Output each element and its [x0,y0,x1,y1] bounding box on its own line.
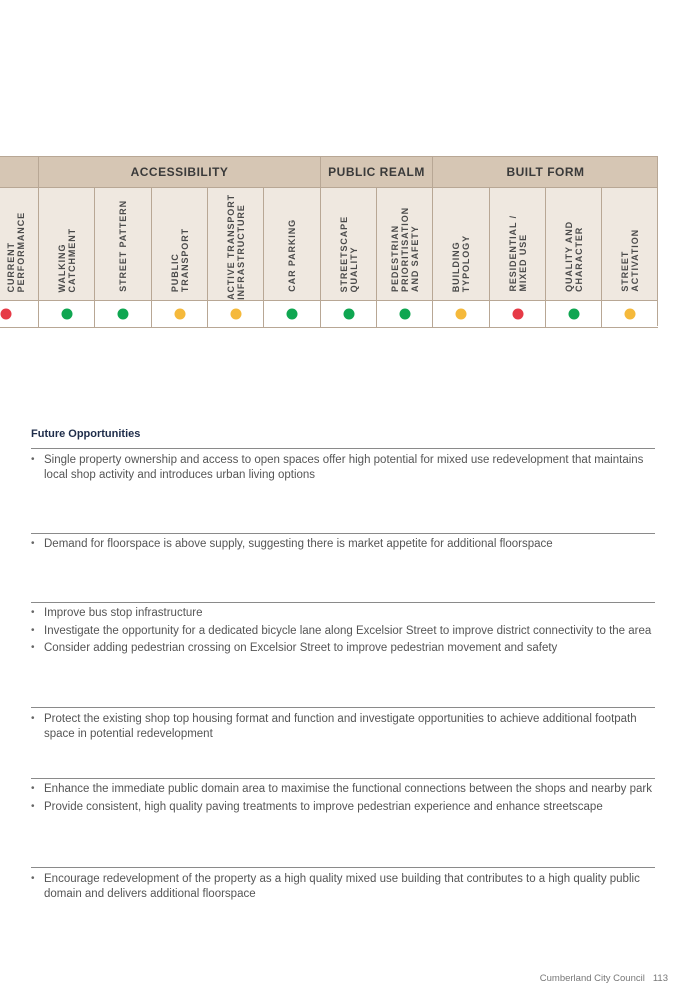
divider [31,602,655,603]
rating-cell [432,301,489,327]
group-header-performance [0,157,38,187]
opportunity-text: Encourage redevelopment of the property as a high quality mixed use building that contributes to a high quality public domain and delivers additional floorspace [44,873,640,900]
opportunity-group-2 [31,537,655,555]
group-header-built-form: BUILT FORM [432,157,658,187]
rating-cell [38,301,94,327]
divider [31,867,655,868]
bullet-icon: • [31,538,35,549]
status-dot [118,309,129,320]
opportunity-group-1 [31,453,655,485]
page-footer [540,973,668,984]
rating-cell [263,301,320,327]
group-header-row [0,156,658,188]
opportunity-group-3 [31,606,655,659]
bullet-icon: • [31,783,35,794]
criteria-building-typology [432,188,489,300]
opportunity-item [31,712,655,741]
status-dot [456,309,467,320]
opportunity-item [31,453,655,482]
divider [31,448,655,449]
group-header-public-realm: PUBLIC REALM [320,157,432,187]
status-dot [1,309,12,320]
status-dot [174,309,185,320]
future-opportunities-title: Future Opportunities [31,428,141,440]
status-dot [568,309,579,320]
criteria-pedestrian-prioritisation [376,188,432,300]
opportunity-group-6 [31,872,655,904]
criteria-car-parking [263,188,320,300]
page-number: 113 [652,973,668,984]
criteria-label: STREET ACTIVATION [620,229,640,292]
opportunity-group-4 [31,712,655,744]
opportunity-text: Consider adding pedestrian crossing on Excelsior Street to improve pedestrian movement and safety [44,642,558,654]
criteria-street-activation [601,188,658,300]
opportunity-item [31,782,655,797]
criteria-label: PUBLIC TRANSPORT [169,227,190,292]
divider [31,778,655,779]
rating-cell [545,301,601,327]
opportunity-item [31,641,655,656]
opportunity-item [31,624,655,639]
status-dot [287,309,298,320]
rating-cell [0,301,38,327]
criteria-label: CAR PARKING [287,219,297,292]
status-dot [343,309,354,320]
criteria-street-pattern [94,188,151,300]
criteria-label: ACTIVE TRANSPORT INFRASTRUCTURE [225,194,246,300]
opportunity-group-5 [31,782,655,817]
bullet-icon: • [31,454,35,465]
opportunity-item [31,606,655,621]
opportunity-text: Single property ownership and access to open spaces offer high potential for mixed use redevelopment that maintains local shop activity and introduces urban living options [44,454,644,481]
criteria-label: STREETSCAPE QUALITY [338,215,359,292]
rating-row [0,301,658,328]
rating-cell [320,301,376,327]
criteria-public-transport [151,188,207,300]
rating-cell [601,301,658,327]
rating-cell [376,301,432,327]
bullet-icon: • [31,873,35,884]
bullet-icon: • [31,642,35,653]
criteria-label: BUILDING TYPOLOGY [451,234,471,292]
opportunity-text: Protect the existing shop top housing format and function and investigate opportunities to achieve additional footpath space in potential redevelopment [44,713,637,740]
bullet-icon: • [31,713,35,724]
criteria-streetscape-quality [320,188,376,300]
bullet-icon: • [31,624,35,636]
opportunity-text: Improve bus stop infrastructure [44,607,203,619]
criteria-label: CURRENT PERFORMANCE [6,211,26,292]
rating-cell [489,301,545,327]
criteria-label: QUALITY AND CHARACTER [563,221,584,292]
status-dot [625,309,636,320]
opportunity-item [31,537,655,552]
status-dot [61,309,72,320]
footer-org: Cumberland City Council [539,973,645,984]
table-right-border [657,156,658,326]
criteria-walking-catchment [38,188,94,300]
criteria-label: WALKING CATCHMENT [56,227,77,292]
divider [31,533,655,534]
status-dot [512,309,523,320]
bullet-icon: • [31,607,35,618]
criteria-label: PEDESTRIAN PRIORITISATION AND SAFETY [389,207,420,292]
group-header-accessibility: ACCESSIBILITY [38,157,320,187]
criteria-active-transport [207,188,263,300]
criteria-current-performance [0,188,38,300]
criteria-label: RESIDENTIAL / MIXED USE [507,215,528,292]
rating-cell [207,301,263,327]
opportunity-text: Demand for floorspace is above supply, suggesting there is market appetite for additional floorspace [44,538,553,550]
criteria-quality-character [545,188,601,300]
opportunity-item [31,872,655,901]
criteria-header-row [0,188,658,301]
opportunity-text: Investigate the opportunity for a dedicated bicycle lane along Excelsior Street to improve district connectivity to the area [44,624,652,637]
divider [31,707,655,708]
status-dot [230,309,241,320]
assessment-matrix [0,156,658,328]
criteria-residential-mixed-use [489,188,545,300]
opportunity-text: Enhance the immediate public domain area to maximise the functional connections between the shops and nearby park [44,783,652,795]
bullet-icon: • [31,800,35,812]
criteria-label: STREET PATTERN [118,200,128,292]
status-dot [399,309,410,320]
rating-cell [94,301,151,327]
rating-cell [151,301,207,327]
opportunity-item [31,800,655,815]
opportunity-text: Provide consistent, high quality paving treatments to improve pedestrian experience and enhance streetscape [44,800,603,813]
